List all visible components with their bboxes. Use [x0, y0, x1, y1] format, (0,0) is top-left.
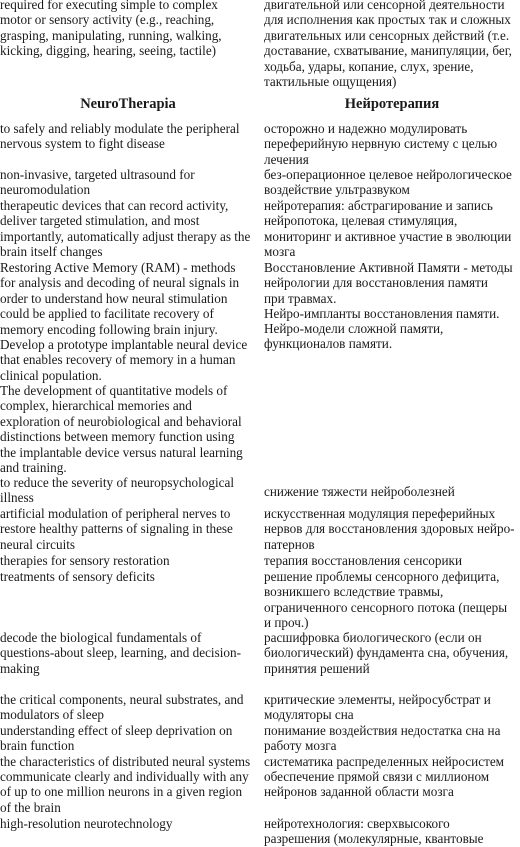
row-5-en: Restoring Active Memory (RAM) - methods for analysis and decoding of neural signals in order to understand how neural stimulation could be applied to facilitate recovery of memory encoding following brain injury.: [0, 260, 240, 337]
section-heading-en: NeuroTherapia: [80, 96, 176, 112]
section-heading-ru: Нейротерапия: [344, 96, 440, 112]
row-2-en: to safely and reliably modulate the peripheral nervous system to fight disease: [0, 121, 240, 152]
row-16-en: communicate clearly and individually with any of up to one million neurons in a given region of the brain: [0, 769, 249, 815]
row-14-en: understanding effect of sleep deprivation on brain function: [0, 723, 233, 754]
row-17-ru: нейротехнология: сверхвысокого разрешения (молекулярные, квантовые: [264, 816, 484, 847]
row-8-en: to reduce the severity of neuropsychological illness: [0, 475, 234, 506]
row-7-ru: Нейро-модели сложной памяти, функционалов памяти.: [264, 321, 444, 352]
row-10-ru: терапия восстановления сенсорики: [264, 553, 463, 568]
row-3-ru: без-операционное целевое нейрологическое воздействие ультразвуком: [264, 167, 512, 198]
row-8-ru: снижение тяжести нейроболезней: [264, 484, 455, 499]
row-11-en: treatments of sensory deficits: [0, 569, 155, 584]
row-16-ru: обеспечение прямой связи с миллионом нейронов заданной области мозга: [264, 769, 490, 800]
row-11-ru: решение проблемы сенсорного дефицита, возникшего вследствие травмы, ограниченного сенсорного потока (пещеры и проч.): [264, 569, 508, 631]
row-7-en: The development of quantitative models of complex, hierarchical memories and exploration of neurobiological and behavioral distinctions between memory function using the implantable device versus natural learning and training.: [0, 383, 243, 476]
row-13-en: the critical components, neural substrates, and modulators of sleep: [0, 692, 244, 723]
row-4-en: therapeutic devices that can record activity, deliver targeted stimulation, and most importantly, automatically adjust therapy as the brain itself changes: [0, 198, 251, 260]
row-5-ru: Восстановление Активной Памяти - методы нейрологии для восстановления памяти при травмах.: [264, 260, 513, 306]
row-0-en: required for executing simple to complex motor or sensory activity (e.g., reaching, grasping, manipulating, running, walking, kicking, digging, hearing, seeing, tactile): [0, 0, 222, 59]
row-6-ru: Нейро-импланты восстановления памяти.: [264, 306, 500, 321]
row-4-ru: нейротерапия: абстрагирование и запись нейропотока, целевая стимуляция, мониторинг и активное участие в эволюции мозга: [264, 198, 512, 260]
row-10-en: therapies for sensory restoration: [0, 553, 170, 568]
row-13-ru: критические элементы, нейросубстрат и модуляторы сна: [264, 692, 491, 723]
row-15-ru: систематика распределенных нейросистем: [264, 754, 505, 769]
row-14-ru: понимание воздействия недостатка сна на работу мозга: [264, 723, 501, 754]
row-0-ru: двигательной или сенсорной деятельности для исполнения как простых так и сложных двигательных или сенсорных действий (т.е. доставание, схватывание, манипуляции, бег, ходьба, удары, копание, слух, зрение, тактильные ощущения): [264, 0, 512, 90]
row-17-en: high-resolution neurotechnology: [0, 816, 173, 831]
row-12-ru: расшифровка биологического (если он биологический) фундамента сна, обучения, принятия решений: [264, 630, 509, 676]
row-9-en: artificial modulation of peripheral nerves to restore healthy patterns of signaling in these neural circuits: [0, 506, 233, 552]
row-12-en: decode the biological fundamentals of questions-about sleep, learning, and decision- making: [0, 630, 241, 676]
row-3-en: non-invasive, targeted ultrasound for neuromodulation: [0, 167, 195, 198]
row-2-ru: осторожно и надежно модулировать переферийную нервную систему с целью лечения: [264, 121, 498, 167]
row-15-en: the characteristics of distributed neural systems: [0, 754, 251, 769]
row-6-en: Develop a prototype implantable neural device that enables recovery of memory in a human clinical population.: [0, 337, 248, 383]
row-9-ru: искусственная модуляция переферийных нервов для восстановления здоровых нейро- патернов: [264, 506, 515, 552]
